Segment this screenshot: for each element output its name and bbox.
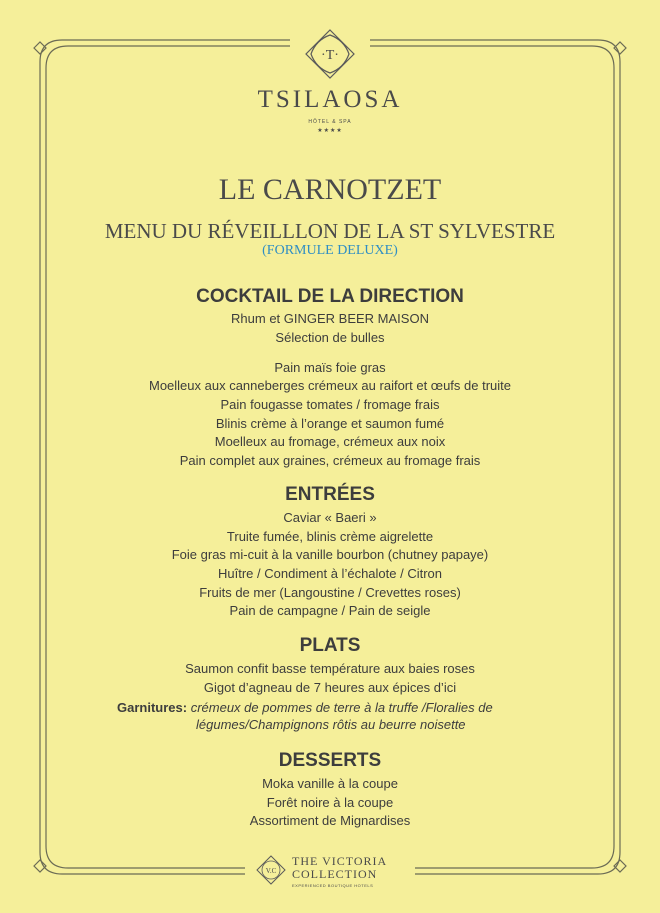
footer-name-line2: COLLECTION [292, 867, 378, 881]
footer-emblem-letters: V.C [265, 867, 277, 875]
hotel-name: TSILAOSA [257, 86, 403, 113]
hotel-emblem-icon [304, 28, 356, 80]
hotel-subtitle: HÔTEL & SPA [308, 119, 352, 125]
menu-item: Pain maïs foie gras [274, 360, 386, 375]
menu-item: Caviar « Baeri » [283, 510, 377, 525]
menu-title: MENU DU RÉVEILLLON DE LA ST SYLVESTRE [104, 219, 556, 243]
menu-item: Truite fumée, blinis crème aigrelette [226, 529, 434, 544]
garnitures-block [117, 699, 547, 733]
footer-brand-name [292, 855, 387, 881]
menu-item: Assortiment de Mignardises [249, 813, 411, 828]
menu-item: Rhum et GINGER BEER MAISON [231, 311, 429, 326]
garnitures-text: légumes/Champignons rôtis au beurre noisette [196, 717, 466, 732]
section-heading-entrees: ENTRÉES [285, 484, 375, 505]
menu-item: Foie gras mi-cuit à la vanille bourbon (chutney papaye) [171, 547, 489, 562]
hotel-stars: ★★★★ [317, 128, 343, 134]
footer-name-line1: THE VICTORIA [292, 854, 388, 868]
menu-item: Forêt noire à la coupe [266, 795, 394, 810]
section-heading-plats: PLATS [299, 635, 361, 656]
menu-item: Pain complet aux graines, crémeux au fromage frais [179, 453, 481, 468]
menu-item: Fruits de mer (Langoustine / Crevettes roses) [199, 585, 461, 600]
section-heading-desserts: DESSERTS [278, 750, 382, 771]
section-heading-cocktail: COCKTAIL DE LA DIRECTION [196, 286, 464, 307]
menu-item: Pain fougasse tomates / fromage frais [220, 397, 440, 412]
garnitures-label: Garnitures: [117, 700, 188, 715]
menu-item: Blinis crème à l’orange et saumon fumé [215, 416, 445, 431]
footer-tagline: EXPERIENCED BOUTIQUE HOTELS [292, 883, 374, 888]
menu-item: Moka vanille à la coupe [262, 776, 398, 791]
menu-item: Pain de campagne / Pain de seigle [229, 603, 431, 618]
emblem-letter: ·T· [321, 48, 339, 63]
garnitures-text: crémeux de pommes de terre à la truffe /Floralies de [190, 700, 493, 715]
menu-item: Sélection de bulles [275, 330, 385, 345]
menu-item: Huître / Condiment à l’échalote / Citron [218, 566, 442, 581]
menu-item: Moelleux aux canneberges crémeux au raifort et œufs de truite [148, 378, 511, 393]
venue-title: LE CARNOTZET [218, 173, 442, 206]
menu-item: Saumon confit basse température aux baies roses [185, 661, 475, 676]
formule-label: (FORMULE DELUXE) [262, 243, 398, 258]
menu-item: Gigot d’agneau de 7 heures aux épices d’ici [203, 680, 457, 695]
menu-item: Moelleux au fromage, crémeux aux noix [214, 434, 446, 449]
victoria-collection-emblem-icon [256, 855, 286, 885]
